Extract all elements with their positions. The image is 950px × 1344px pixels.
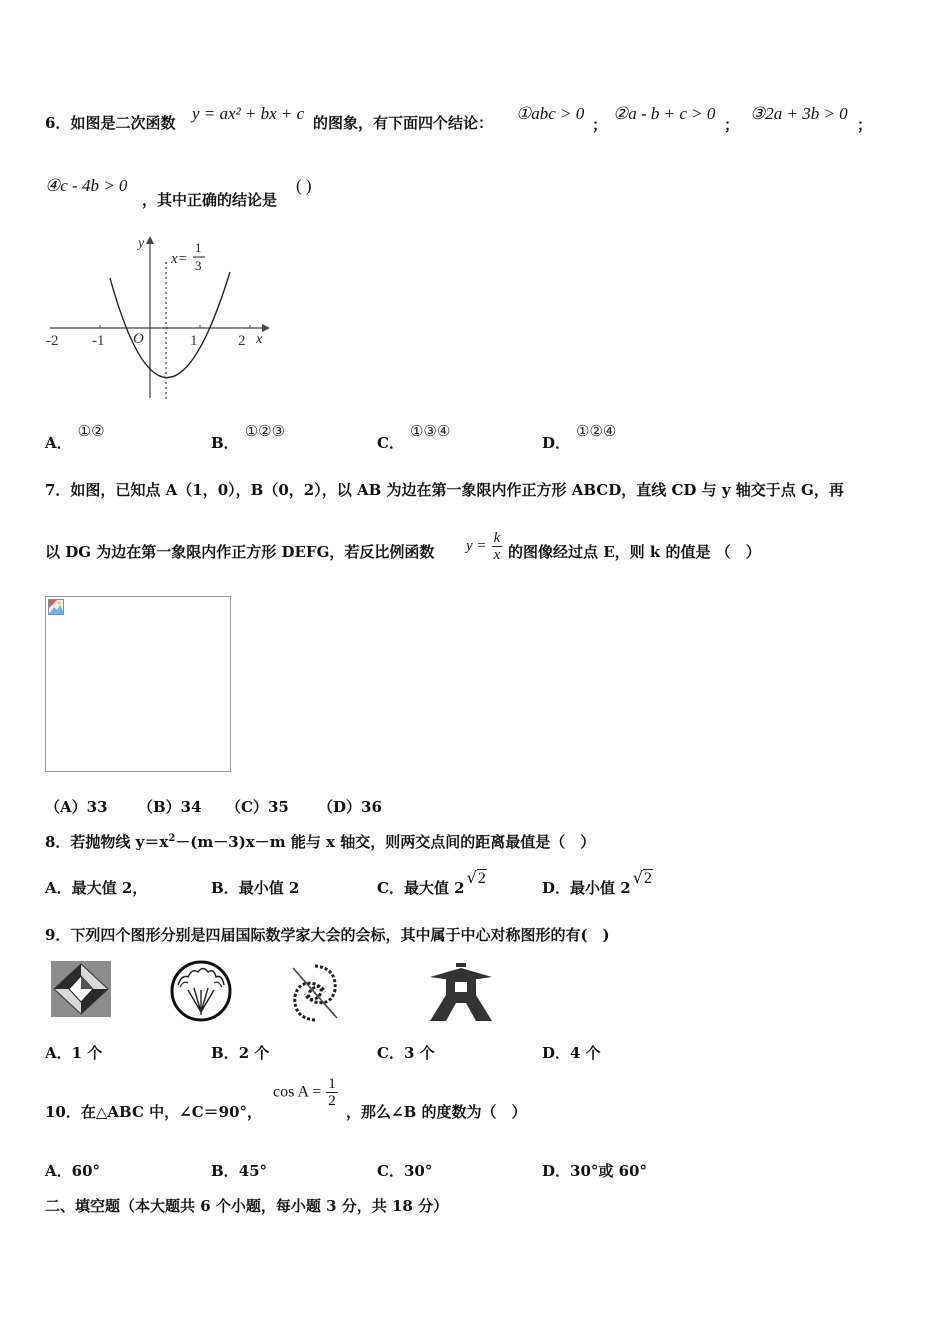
q6-conclusion-4: ④c - 4b > 0 (45, 176, 128, 195)
q8-option-c[interactable]: C．最大值 2√2 (377, 868, 486, 897)
x-tick-1: 1 (190, 333, 198, 349)
q10-option-c[interactable]: C．30° (377, 1162, 433, 1180)
q8-option-b[interactable]: B．最小值 2 (211, 879, 300, 897)
q7-option-a[interactable]: （A）33 (45, 798, 108, 816)
q8-option-a[interactable]: A．最大值 2， (45, 879, 148, 897)
q6-conclusion-2: ②a - b + c > 0 (613, 104, 716, 123)
section-2-title: 二、填空题（本大题共 6 个小题，每小题 3 分，共 18 分） (45, 1197, 449, 1215)
sqrt-symbol: √2 (632, 868, 652, 887)
parabola-curve (110, 272, 230, 378)
x-tick-neg1: -1 (92, 333, 105, 349)
q7-line2-a: 以 DG 为边在第一象限内作正方形 DEFG，若反比例函数 (45, 543, 435, 561)
axis-note-lhs: x= (171, 251, 188, 267)
q6-option-c[interactable]: C．①③④ (377, 422, 451, 452)
q7-function: y = $\frac{k}{x}$ (466, 530, 501, 563)
q6-parabola-graph (40, 232, 280, 404)
q9-option-b[interactable]: B．2 个 (211, 1044, 270, 1062)
q7-option-b[interactable]: （B）34 (138, 798, 202, 816)
q7-option-d[interactable]: （D）36 (318, 798, 382, 816)
q10-text-b: ，那么∠B 的度数为（ ） (346, 1103, 527, 1121)
q6-conclusion-3: ③2a + 3b > 0 (750, 104, 848, 123)
q10-text-a: 10．在△ABC 中，∠C＝90°， (45, 1103, 263, 1121)
emblem-3-swirl-icon (285, 962, 345, 1024)
q9-option-a[interactable]: A．1 个 (45, 1044, 103, 1062)
q6-answer-paren: ( ) (296, 176, 312, 195)
q6-conclusion-1: ①abc > 0 (516, 104, 585, 123)
axis-note-num: 1 (195, 240, 202, 255)
broken-image-icon (48, 599, 64, 615)
q6-sep-2: ； (724, 116, 740, 134)
q7-figure-placeholder (45, 596, 231, 772)
q7-line1: 7．如图，已知点 A（1，0），B（0，2），以 AB 为边在第一象限内作正方形 ABCD，直线 CD 与 y 轴交于点 G，再 (45, 481, 844, 499)
q6-tail: ，其中正确的结论是 (142, 191, 278, 209)
q6-option-b[interactable]: B．①②③ (211, 422, 286, 452)
q10-option-a[interactable]: A．60° (45, 1162, 101, 1180)
q6-function: y = ax² + bx + c (192, 104, 305, 123)
q6-option-d[interactable]: D．①②④ (542, 422, 617, 452)
q10-cos-expression: cos A = $\frac{1}{2}$ (273, 1076, 336, 1109)
sqrt-symbol: √2 (466, 868, 486, 887)
emblem-2-circle-icon (168, 960, 234, 1022)
q10-option-d[interactable]: D．30°或 60° (542, 1162, 647, 1180)
q6-line1 (45, 112, 175, 133)
q8-option-d[interactable]: D．最小值 2√2 (542, 868, 652, 897)
x-tick-2: 2 (238, 333, 246, 349)
q9-option-c[interactable]: C．3 个 (377, 1044, 435, 1062)
q7-line2-b: 的图像经过点 E，则 k 的值是 （ ） (508, 543, 761, 561)
x-axis-arrow (262, 324, 270, 332)
emblem-1-square-icon (51, 961, 111, 1017)
q9-text: 9．下列四个图形分别是四届国际数学家大会的会标，其中属于中心对称图形的有( ) (45, 926, 610, 944)
x-tick-neg2: -2 (46, 333, 59, 349)
q7-option-c[interactable]: （C）35 (226, 798, 289, 816)
origin-label: O (133, 331, 144, 347)
q6-intro: 如图是二次函数 (70, 114, 176, 132)
axis-note-den: 3 (195, 258, 202, 273)
q8-text: 8．若抛物线 $y=x^2-(m-3)x-m$ 能与 x 轴交，则两交点间的距离最值是（ ） (45, 833, 596, 851)
emblem-4-pagoda-icon (428, 963, 494, 1023)
q7-fraction: $\frac{k}{x}$ (493, 530, 501, 563)
q10-option-b[interactable]: B．45° (211, 1162, 268, 1180)
x-axis-label: x (256, 332, 263, 347)
q6-number: 6． (45, 114, 71, 132)
q6-sep-3: ； (857, 116, 873, 134)
q6-mid: 的图象，有下面四个结论： (313, 114, 494, 132)
q6-option-a[interactable]: A．①② (45, 422, 105, 452)
q10-fraction: $\frac{1}{2}$ (328, 1076, 336, 1109)
y-axis-arrow (146, 236, 154, 244)
q6-sep-1: ； (592, 116, 608, 134)
q9-option-d[interactable]: D．4 个 (542, 1044, 601, 1062)
y-axis-label: y (138, 236, 145, 251)
